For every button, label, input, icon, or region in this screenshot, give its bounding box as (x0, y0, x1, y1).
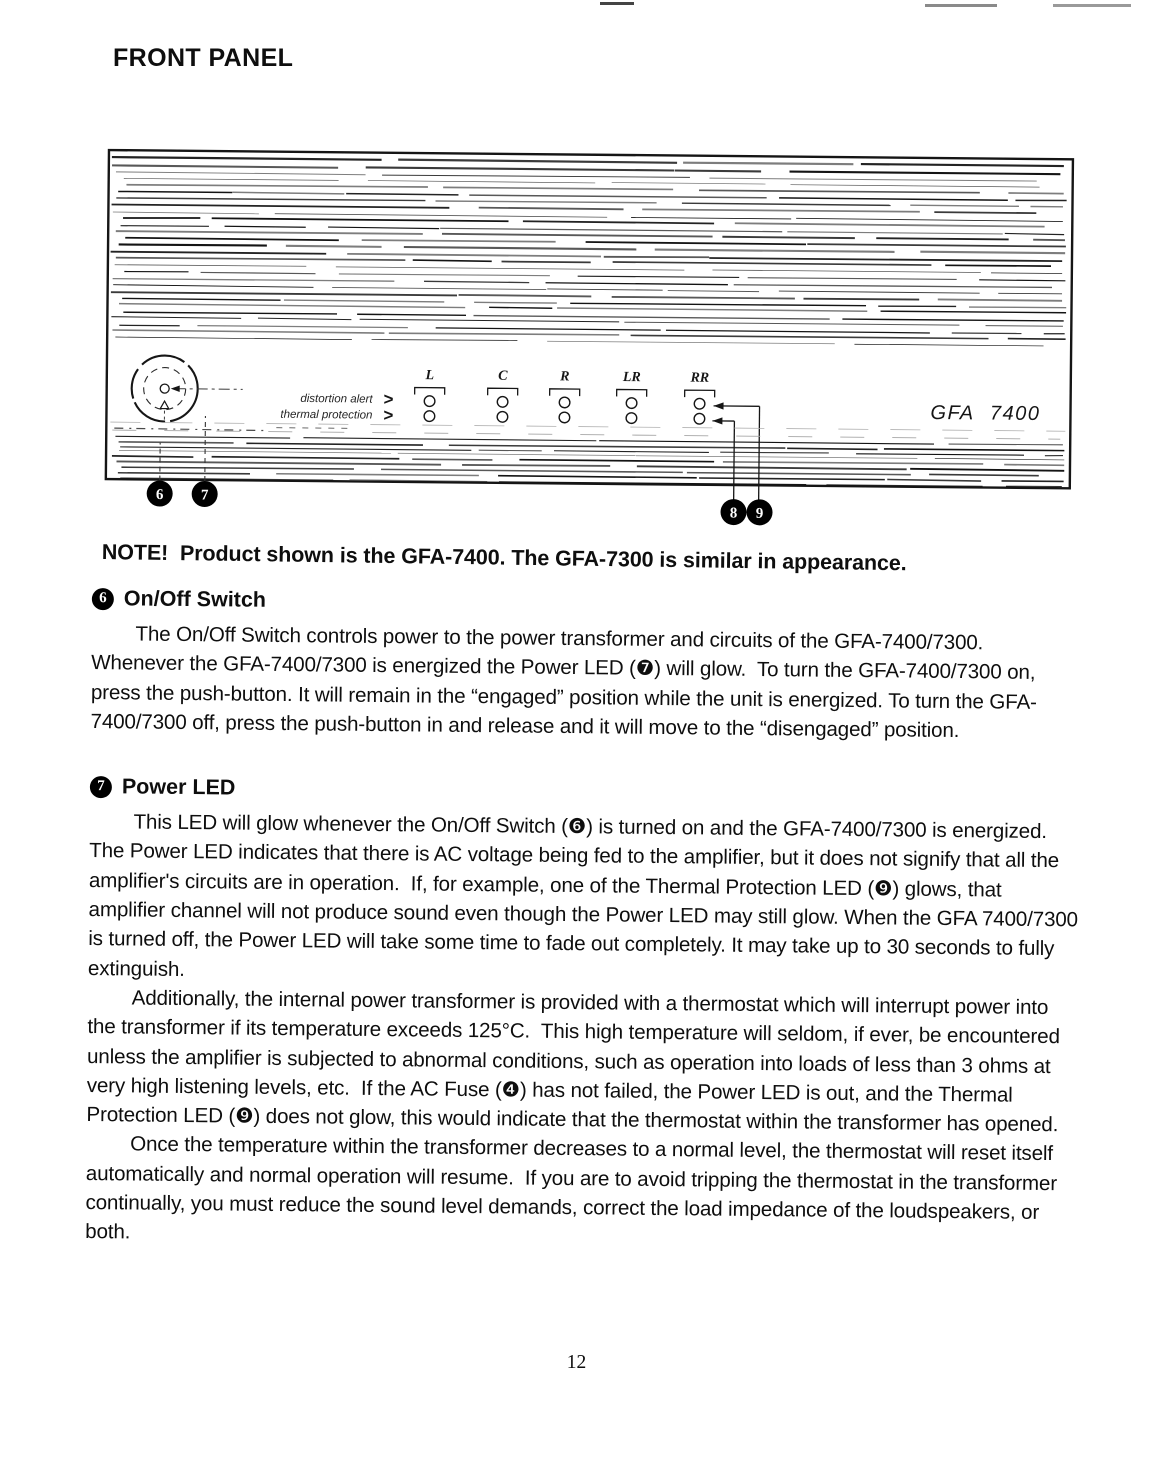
thermal-protection-led (559, 412, 570, 423)
pointer-icon: > (383, 389, 394, 409)
channel-bracket (617, 389, 647, 396)
section-power-led (85, 774, 1084, 1257)
panel-dash-line (276, 428, 352, 429)
channel-label: L (425, 368, 435, 384)
channel-label: LR (622, 370, 641, 386)
channel-bracket (415, 388, 445, 395)
paragraph: Additionally, the internal power transformer is provided with a thermostat which will interrupt power into the transformer if its temperature exceeds 125°C. This high temperature will seldom, if ever, be encountered unless the amplifier is subjected to abnormal conditions, such as operation into loads of less than 3 ohms at very high listening levels, etc. If the AC Fuse (❹) has not failed, the Power LED is out, and the Thermal Protection LED (❾) does not glow, this would indicate that the thermostat within the transformer has opened. (86, 986, 1066, 1137)
note-text: NOTE! Product shown is the GFA-7400. The GFA-7300 is similar in appearance. (101, 540, 907, 576)
distortion-alert-led (694, 398, 705, 409)
thermal-protection-led (694, 413, 705, 424)
callout-number: 7 (200, 487, 209, 504)
scan-artifact (925, 4, 997, 7)
scan-artifact (1053, 4, 1131, 7)
body-sections (85, 586, 1082, 1257)
paragraph: The On/Off Switch controls power to the power transformer and circuits of the GFA-7400/7300. Whenever the GFA-7400/7300 is energized the Power LED (❼) will glow. To turn the GFA-7400/7300 on, press the push-button. It will remain in the “engaged” position while the unit is energized. To turn the GFA-7400/7300 off, press the push-button in and release and it will move to the “disengaged” position. (90, 622, 1042, 742)
callout-badge-6: 6 (92, 587, 114, 609)
section-heading (90, 774, 1080, 809)
channel-bracket (685, 390, 715, 397)
model-label: GFA 7400 (930, 401, 1041, 426)
led-row-label: thermal protection (280, 408, 373, 422)
thermal-protection-led (626, 413, 637, 424)
section-heading-label: Power LED (121, 774, 236, 800)
page-title: FRONT PANEL (113, 44, 294, 72)
scan-artifact (600, 2, 634, 5)
callout-number: 6 (155, 487, 164, 504)
callout-number: 8 (729, 505, 738, 522)
thermal-protection-led (497, 411, 508, 422)
front-panel-figure (99, 148, 1078, 538)
channel-bracket (488, 388, 518, 395)
callout-bubbles (146, 480, 772, 525)
section-heading-label: On/Off Switch (123, 586, 267, 612)
paragraph: Once the temperature within the transformer decreases to a normal level, the thermostat will reset itself automatically and normal operation will resume. If you are to avoid tripping the thermostat in the transformer continually, you must reduce the sound level demands, correct the load impedance of the loudspeakers, or both. (85, 1132, 1063, 1244)
page-number: 12 (566, 1352, 587, 1373)
channel-label: C (498, 368, 508, 384)
callout-number: 9 (755, 505, 764, 522)
front-panel-drawing (99, 148, 1078, 533)
channel-led-groups (414, 368, 714, 424)
power-knob (131, 355, 243, 422)
distortion-alert-led (626, 398, 637, 409)
callout-7-leader (205, 416, 206, 481)
channel-bracket (550, 389, 580, 396)
section-heading (92, 586, 1082, 621)
knob-center (160, 384, 169, 393)
led-row-labels (280, 389, 393, 425)
callout-badge-7: 7 (90, 776, 112, 798)
distortion-alert-led (497, 396, 508, 407)
knob-arrow (171, 385, 180, 392)
panel-dash-line (114, 428, 268, 430)
distortion-alert-led (559, 397, 570, 408)
section-on-off-switch (90, 586, 1082, 747)
paragraph: This LED will glow whenever the On/Off Switch (❻) is turned on and the GFA-7400/7300 is energized. The Power LED indicates that there is AC voltage being fed to the amplifier, but it does not signify that all the amplifier's circuits are in operation. If, for example, one of the Thermal Protection LED (❾) glows, that amplifier channel will not produce sound even though the Power LED may still glow. When the GFA 7400/7300 is turned off, the Power LED will take some time to fade out completely. It may take up to 30 seconds to fully extinguish. (87, 810, 1084, 981)
panel-vent-lines-top (110, 157, 1068, 347)
thermal-protection-led (424, 411, 435, 422)
pointer-icon: > (383, 405, 394, 425)
distortion-alert-led (424, 396, 435, 407)
channel-label: R (560, 369, 570, 385)
channel-label: RR (690, 370, 710, 386)
knob-index-marker (160, 401, 168, 409)
led-row-label: distortion alert (300, 392, 373, 406)
